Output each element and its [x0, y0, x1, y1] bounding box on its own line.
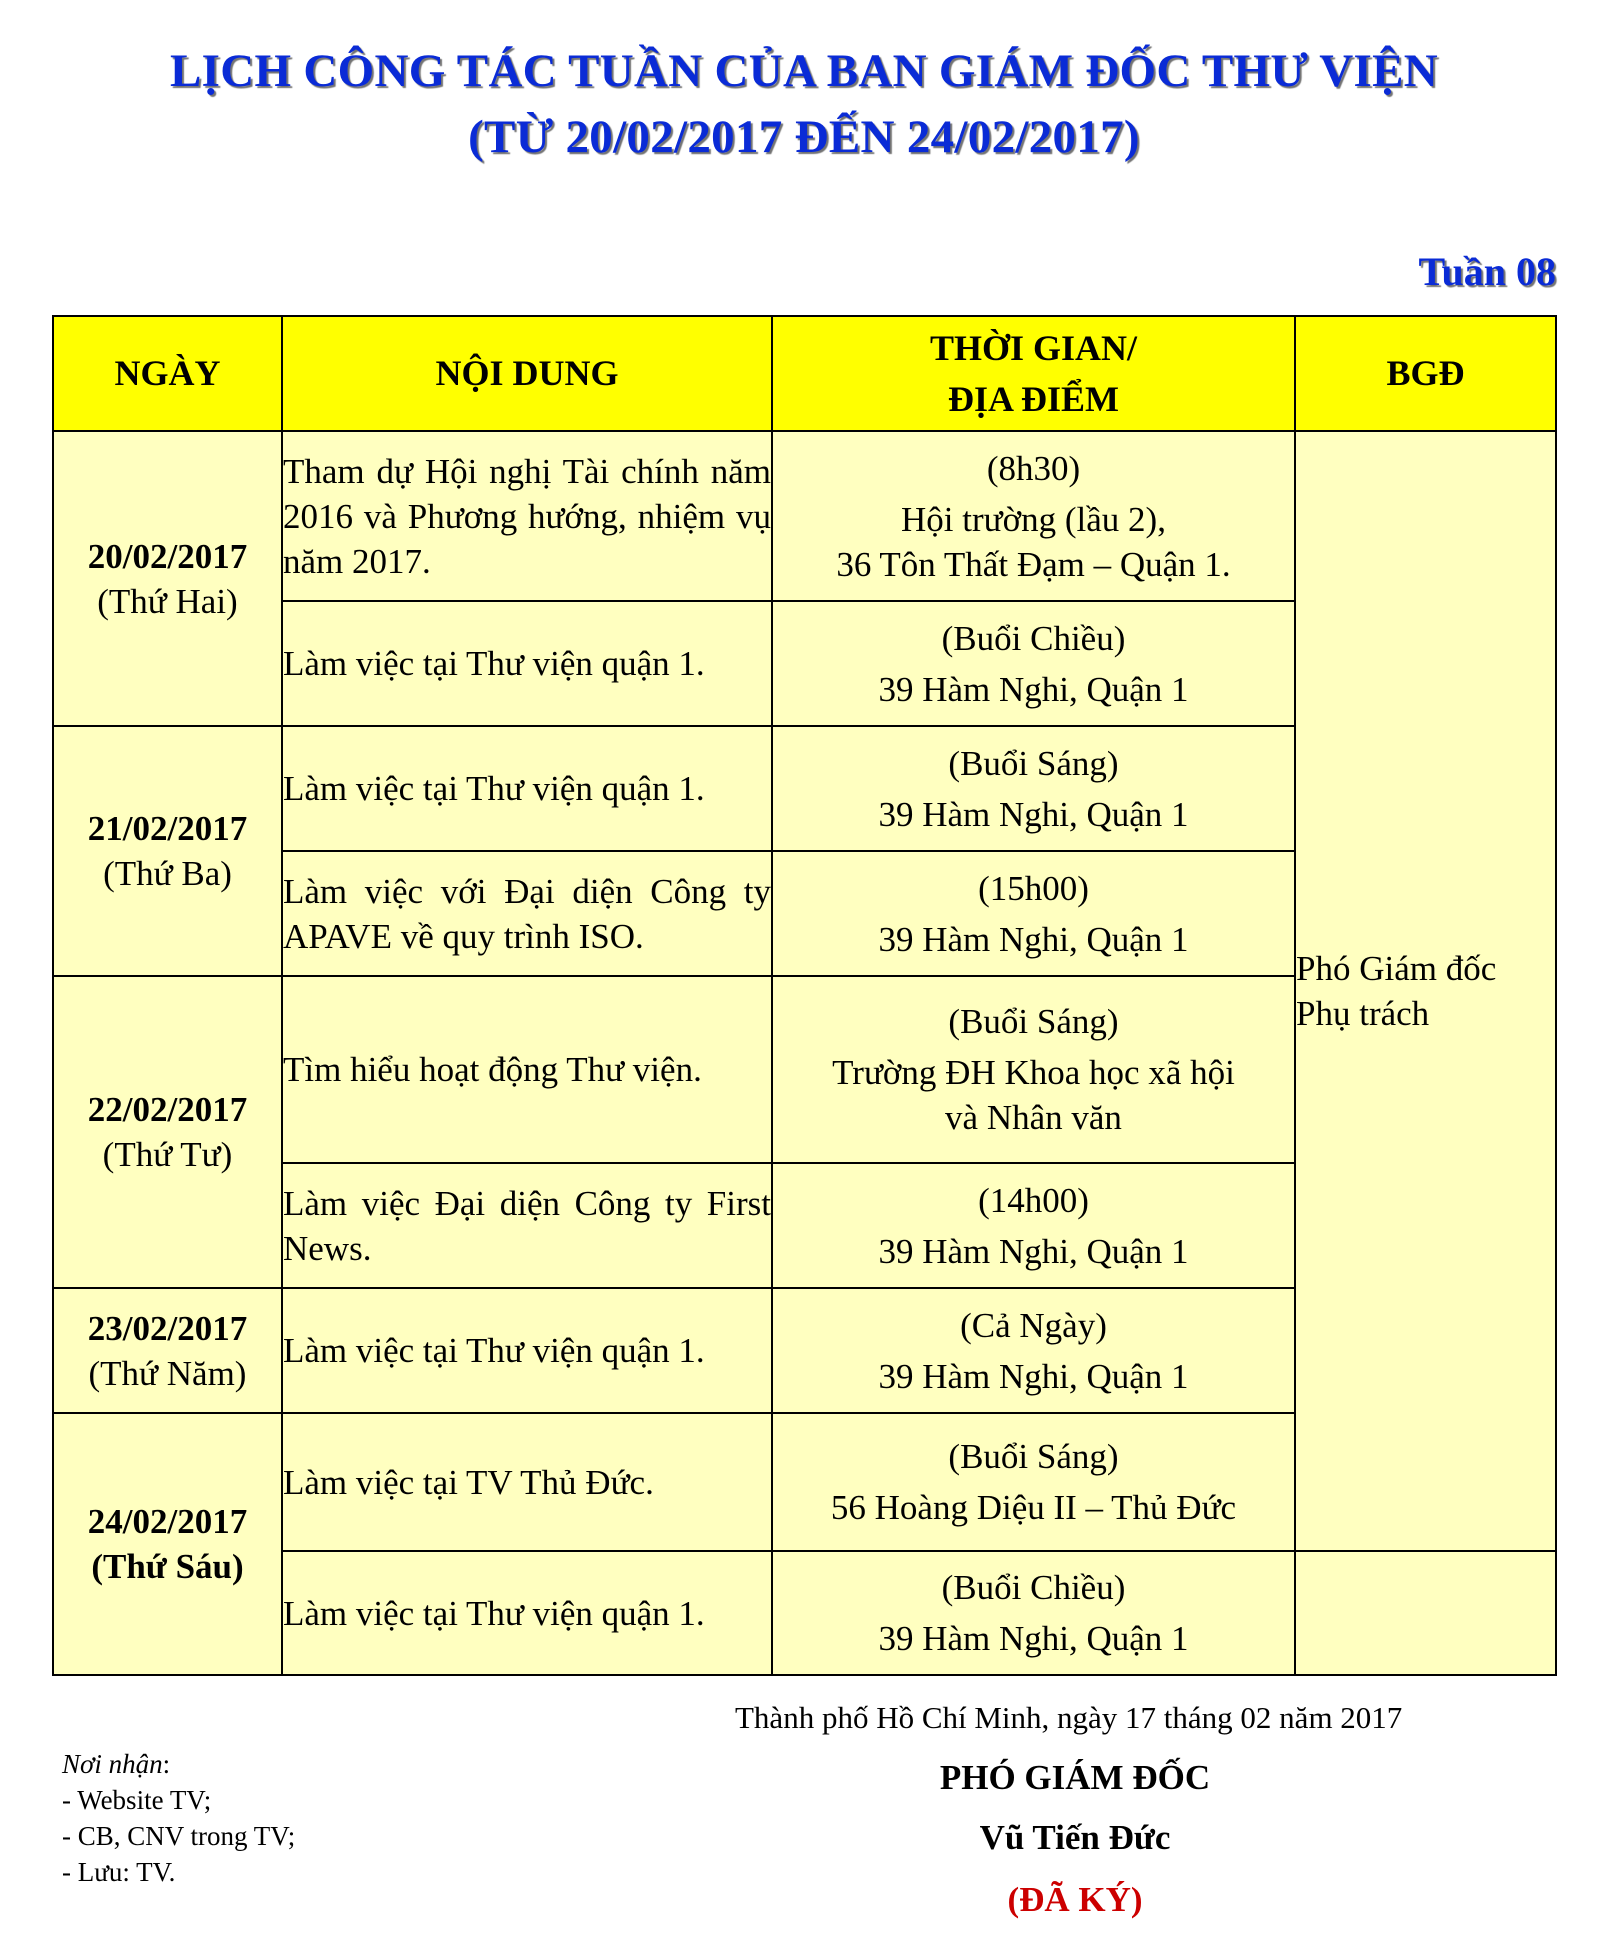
content-cell: Làm việc Đại diện Công ty First News. — [282, 1163, 772, 1288]
time-place-cell — [772, 601, 1295, 726]
time-text: (Buổi Sáng) — [948, 1002, 1119, 1041]
recipients-block — [62, 1746, 295, 1890]
recipient-item: - CB, CNV trong TV; — [62, 1821, 296, 1851]
schedule-table — [52, 315, 1557, 1676]
content-cell: Tham dự Hội nghị Tài chính năm 2016 và Phương hướng, nhiệm vụ năm 2017. — [282, 431, 772, 601]
day-date: 22/02/2017 — [87, 1090, 248, 1129]
place-text: 39 Hàm Nghi, Quận 1 — [878, 794, 1189, 834]
day-date: 24/02/2017 — [87, 1502, 248, 1541]
content-cell: Tìm hiểu hoạt động Thư viện. — [282, 976, 772, 1163]
time-text: (14h00) — [978, 1180, 1089, 1220]
time-text: (15h00) — [978, 868, 1089, 908]
place-text: 39 Hàm Nghi, Quận 1 — [878, 669, 1189, 709]
day-cell — [53, 1413, 282, 1675]
day-cell — [53, 976, 282, 1288]
header-time-place — [772, 316, 1295, 431]
place-date-line: Thành phố Hồ Chí Minh, ngày 17 tháng 02 năm 2017 — [735, 1700, 1403, 1735]
day-date: 23/02/2017 — [87, 1308, 248, 1348]
time-place-cell — [772, 1288, 1295, 1413]
content-cell: Làm việc tại Thư viện quận 1. — [282, 726, 772, 851]
header-content: NỘI DUNG — [282, 316, 772, 431]
recipient-item: - Lưu: TV. — [62, 1857, 176, 1887]
recipient-item: - Website TV; — [62, 1785, 212, 1815]
time-place-cell — [772, 1163, 1295, 1288]
day-cell — [53, 431, 282, 726]
place-text: 36 Tôn Thất Đạm – Quận 1. — [836, 544, 1231, 584]
place-text: 56 Hoàng Diệu II – Thủ Đức — [830, 1488, 1237, 1527]
header-place: ĐỊA ĐIỂM — [947, 378, 1120, 419]
time-text: (Cả Ngày) — [960, 1305, 1107, 1345]
header-time: THỜI GIAN/ — [929, 327, 1138, 368]
content-cell: Làm việc tại Thư viện quận 1. — [282, 601, 772, 726]
time-text: (Buổi Sáng) — [948, 1437, 1119, 1476]
place-text: 39 Hàm Nghi, Quận 1 — [878, 1231, 1189, 1271]
table-row — [53, 431, 1556, 601]
content-cell: Làm việc tại TV Thủ Đức. — [282, 1413, 772, 1551]
signer-position: PHÓ GIÁM ĐỐC — [939, 1758, 1211, 1797]
day-date: 21/02/2017 — [87, 809, 248, 848]
place-text: 39 Hàm Nghi, Quận 1 — [878, 1356, 1189, 1396]
content-cell: Làm việc với Đại diện Công ty APAVE về quy trình ISO. — [282, 851, 772, 976]
place-text: và Nhân văn — [945, 1098, 1122, 1137]
time-text: (Buổi Sáng) — [948, 743, 1119, 783]
page-subtitle-date-range: (TỪ 20/02/2017 ĐẾN 24/02/2017) — [468, 111, 1140, 163]
bgd-cell: Phó Giám đốc Phụ trách — [1295, 431, 1556, 1551]
page-title: LỊCH CÔNG TÁC TUẦN CỦA BAN GIÁM ĐỐC THƯ VIỆN — [170, 45, 1438, 97]
recipients-label: Nơi nhận: — [62, 1749, 171, 1779]
header-bgd: BGĐ — [1295, 316, 1556, 431]
day-weekday: (Thứ Năm) — [88, 1353, 247, 1393]
day-weekday: (Thứ Ba) — [103, 854, 232, 893]
time-place-cell — [772, 1413, 1295, 1551]
time-place-cell — [772, 726, 1295, 851]
time-place-cell — [772, 976, 1295, 1163]
recipients-label-text: Nơi nhận — [62, 1749, 163, 1779]
place-text: 39 Hàm Nghi, Quận 1 — [878, 1619, 1189, 1658]
day-weekday: (Thứ Hai) — [97, 581, 238, 621]
signed-status: (ĐÃ KÝ) — [1007, 1880, 1143, 1919]
time-place-cell — [772, 431, 1295, 601]
table-header-row — [53, 316, 1556, 431]
time-place-cell — [772, 851, 1295, 976]
place-text: Hội trường (lầu 2), — [901, 499, 1166, 539]
place-text: 39 Hàm Nghi, Quận 1 — [878, 919, 1189, 959]
day-weekday: (Thứ Tư) — [102, 1135, 233, 1174]
day-date: 20/02/2017 — [87, 536, 248, 576]
place-text: Trường ĐH Khoa học xã hội — [832, 1053, 1235, 1092]
header-day: NGÀY — [53, 316, 282, 431]
time-text: (Buổi Chiều) — [941, 1568, 1126, 1607]
time-text: (8h30) — [986, 448, 1081, 488]
time-place-cell — [772, 1551, 1295, 1675]
bgd-empty-cell — [1295, 1551, 1556, 1675]
week-label: Tuần 08 — [1418, 249, 1556, 294]
content-cell: Làm việc tại Thư viện quận 1. — [282, 1288, 772, 1413]
time-text: (Buổi Chiều) — [941, 618, 1126, 658]
day-weekday: (Thứ Sáu) — [91, 1547, 244, 1586]
day-cell — [53, 726, 282, 976]
signer-name: Vũ Tiến Đức — [979, 1818, 1171, 1857]
day-cell — [53, 1288, 282, 1413]
content-cell: Làm việc tại Thư viện quận 1. — [282, 1551, 772, 1675]
